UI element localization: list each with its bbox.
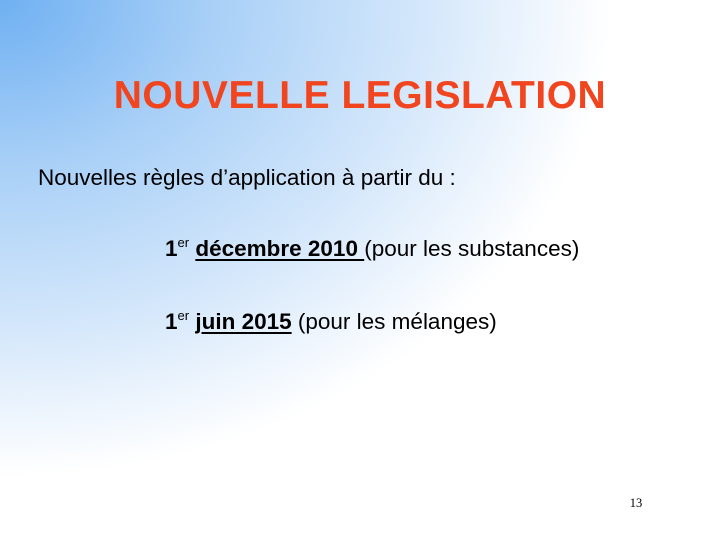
date-line-substances <box>165 234 579 264</box>
date-day-number: 1 <box>165 309 178 334</box>
date-scope-text: (pour les mélanges) <box>291 309 497 334</box>
date-text: décembre 2010 <box>195 236 365 261</box>
date-ordinal-superscript: er <box>177 308 190 323</box>
date-line-mixtures <box>165 307 497 337</box>
date-day-number: 1 <box>165 236 178 261</box>
date-ordinal-superscript: er <box>177 235 190 250</box>
page-number: 13 <box>629 496 643 510</box>
date-scope-text: (pour les substances) <box>364 236 580 261</box>
slide-title: NOUVELLE LEGISLATION <box>113 74 607 117</box>
date-text: juin 2015 <box>195 309 292 334</box>
intro-text: Nouvelles règles d’application à partir du : <box>38 165 456 190</box>
